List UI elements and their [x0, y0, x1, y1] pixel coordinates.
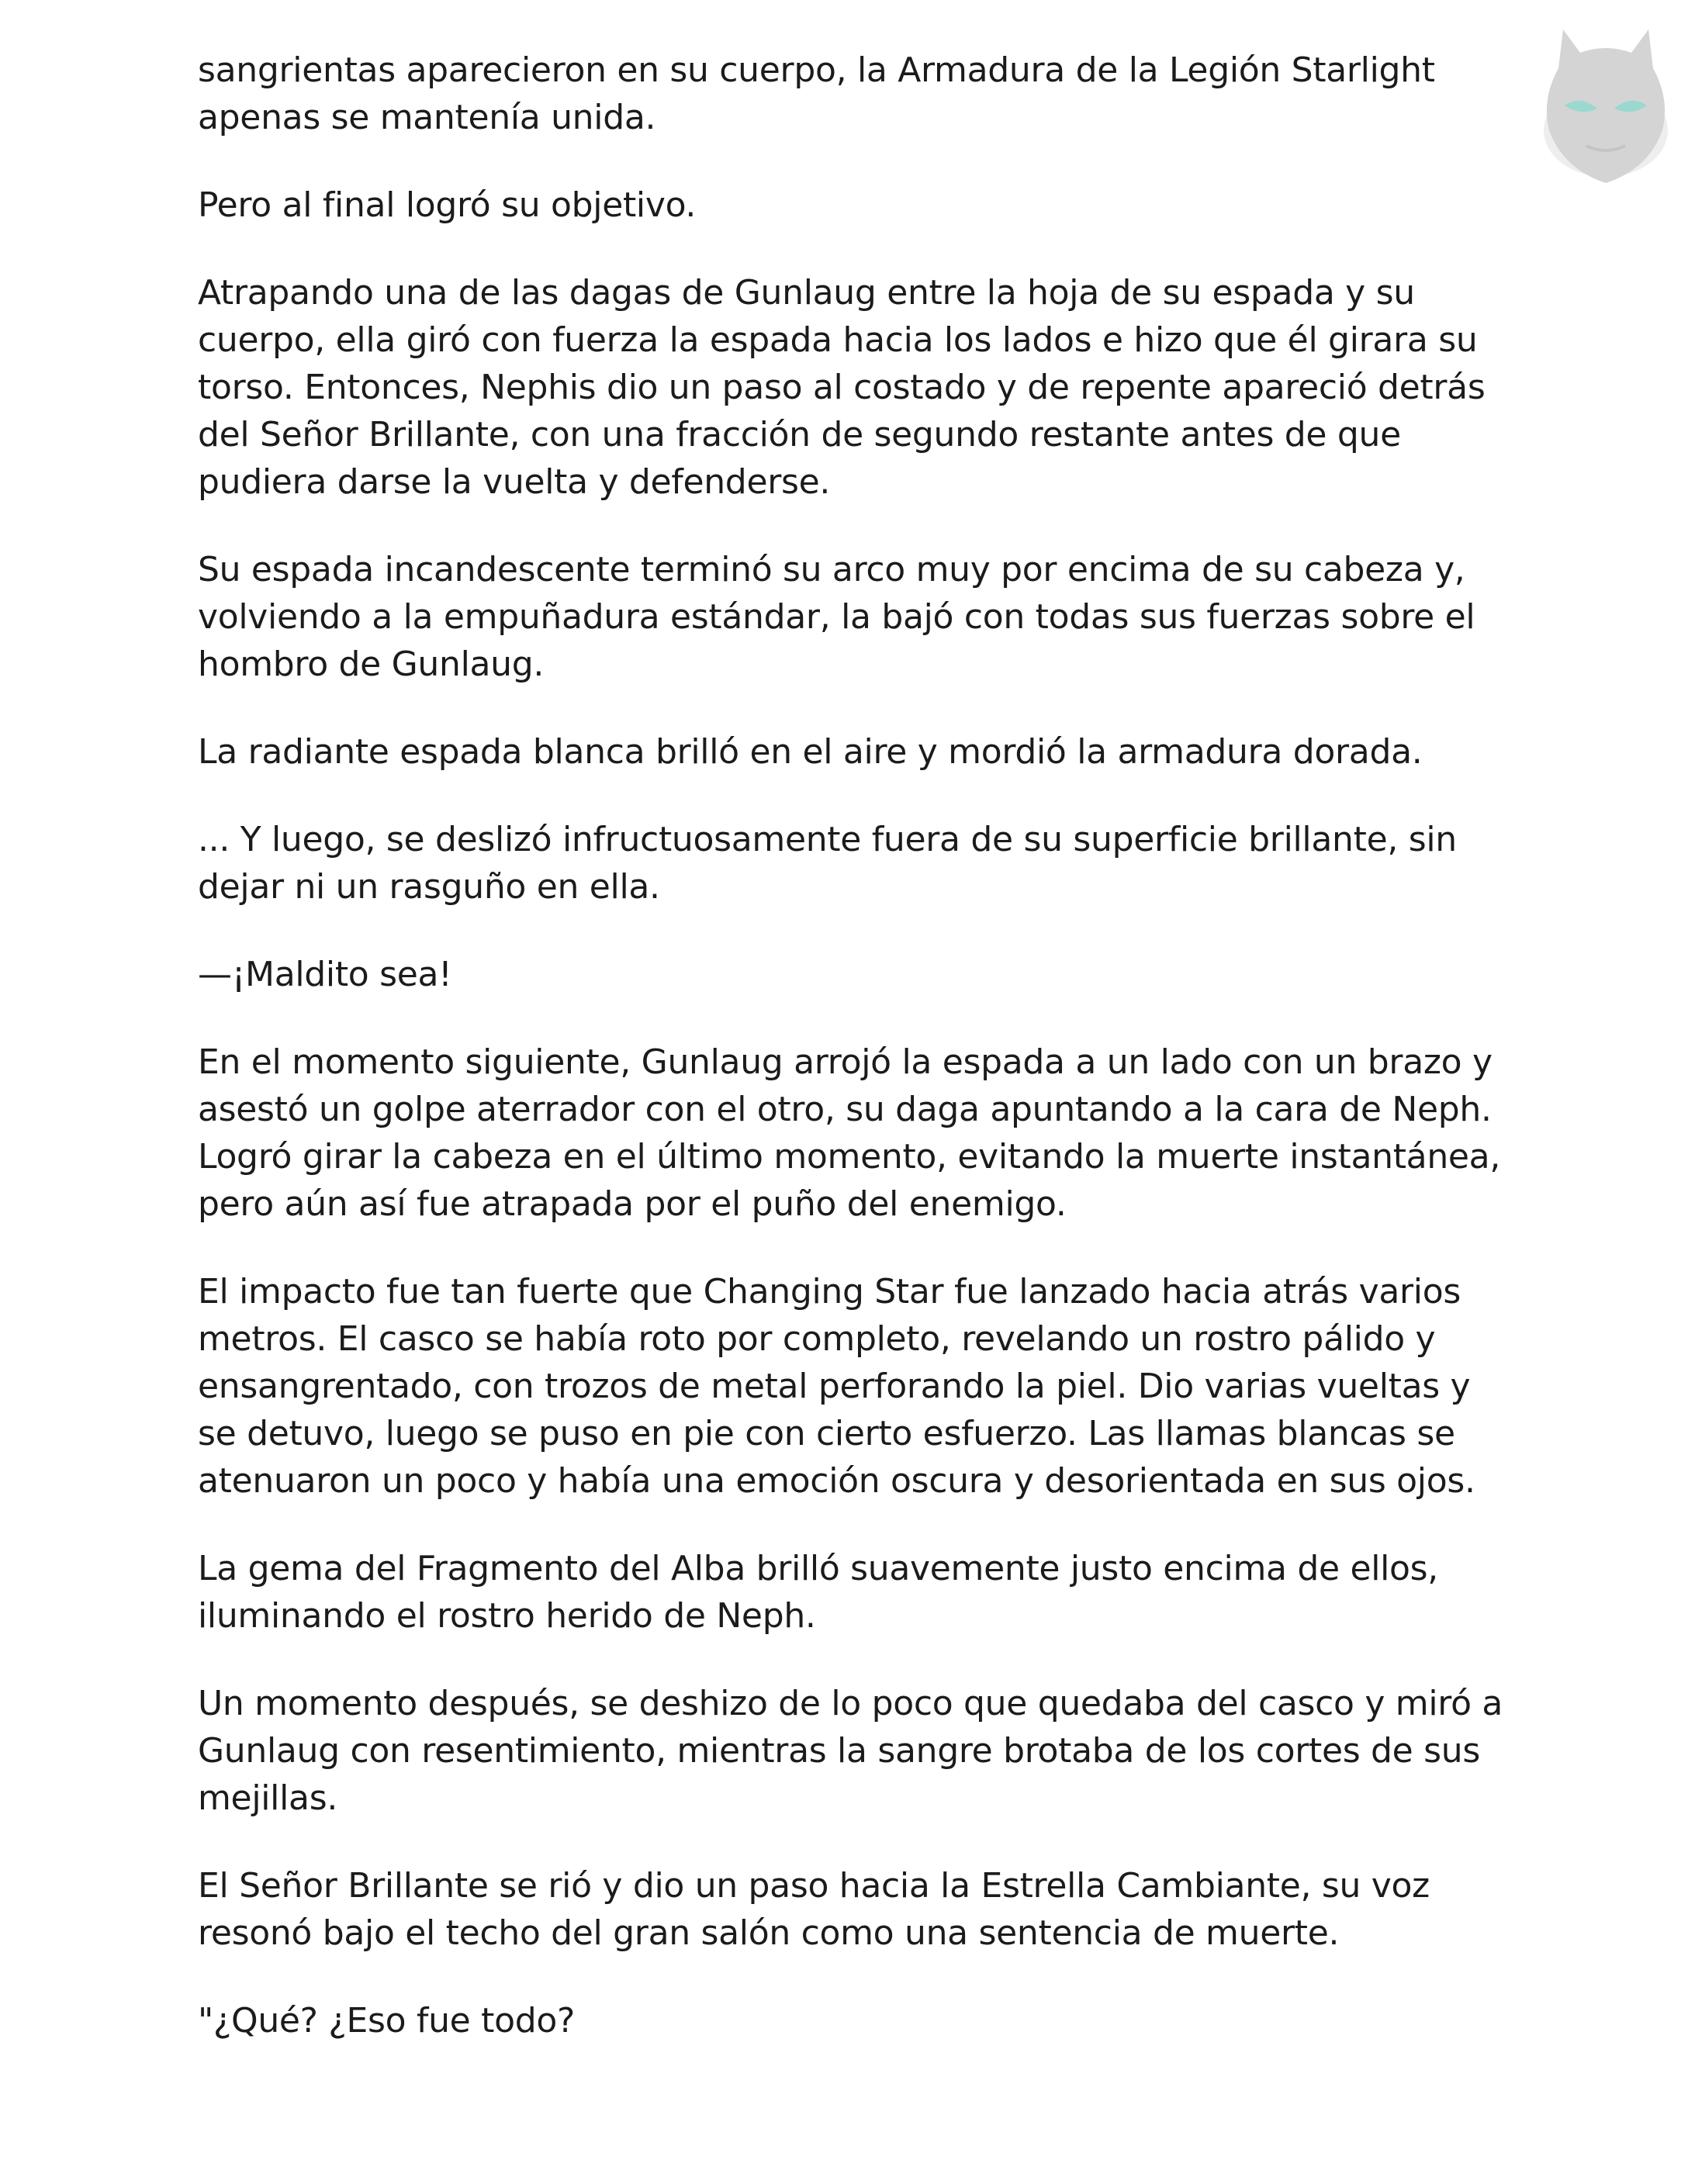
dialogue-paragraph: —¡Maldito sea! — [198, 955, 452, 994]
paragraph: La gema del Fragmento del Alba brilló suavemente justo encima de ellos, iluminando el rostro herido de Neph. — [198, 1549, 1438, 1636]
paragraph: ... Y luego, se deslizó infructuosamente fuera de su superficie brillante, sin dejar ni un rasguño en ella. — [198, 820, 1457, 907]
paragraph: Pero al final logró su objetivo. — [198, 185, 697, 225]
dialogue-paragraph: "¿Qué? ¿Eso fue todo? — [198, 2001, 576, 2041]
chapter-text — [198, 47, 1509, 2085]
paragraph: El Señor Brillante se rió y dio un paso hacia la Estrella Cambiante, su voz resonó bajo el techo del gran salón como una sentencia de muerte. — [198, 1866, 1430, 1953]
paragraph: En el momento siguiente, Gunlaug arrojó la espada a un lado con un brazo y asestó un golpe aterrador con el otro, su daga apuntando a la cara de Neph. Logró girar la cabeza en el último momento, evitando la muerte instantánea, pero aún así fue atrapada por el puño del enemigo. — [198, 1042, 1501, 1224]
paragraph: Su espada incandescente terminó su arco muy por encima de su cabeza y, volviendo a la empuñadura estándar, la bajó con todas sus fuerzas sobre el hombro de Gunlaug. — [198, 550, 1475, 684]
paragraph: Atrapando una de las dagas de Gunlaug entre la hoja de su espada y su cuerpo, ella giró con fuerza la espada hacia los lados e hizo que él girara su torso. Entonces, Nephis dio un paso al costado y de repente apareció detrás del Señor Brillante, con una fracción de segundo restante antes de que pudiera darse la vuelta y defenderse. — [198, 273, 1486, 502]
demon-mask-icon — [1532, 14, 1679, 192]
paragraph: El impacto fue tan fuerte que Changing Star fue lanzado hacia atrás varios metros. El casco se había roto por completo, revelando un rostro pálido y ensangrentado, con trozos de metal perforando la piel. Dio varias vueltas y se detuvo, luego se puso en pie con cierto esfuerzo. Las llamas blancas se atenuaron un poco y había una emoción oscura y desorientada en sus ojos. — [198, 1272, 1475, 1501]
paragraph: Un momento después, se deshizo de lo poco que quedaba del casco y miró a Gunlaug con resentimiento, mientras la sangre brotaba de los cortes de sus mejillas. — [198, 1684, 1503, 1818]
paragraph: La radiante espada blanca brilló en el aire y mordió la armadura dorada. — [198, 732, 1423, 772]
paragraph: sangrientas aparecieron en su cuerpo, la Armadura de la Legión Starlight apenas se mantenía unida. — [198, 50, 1435, 137]
